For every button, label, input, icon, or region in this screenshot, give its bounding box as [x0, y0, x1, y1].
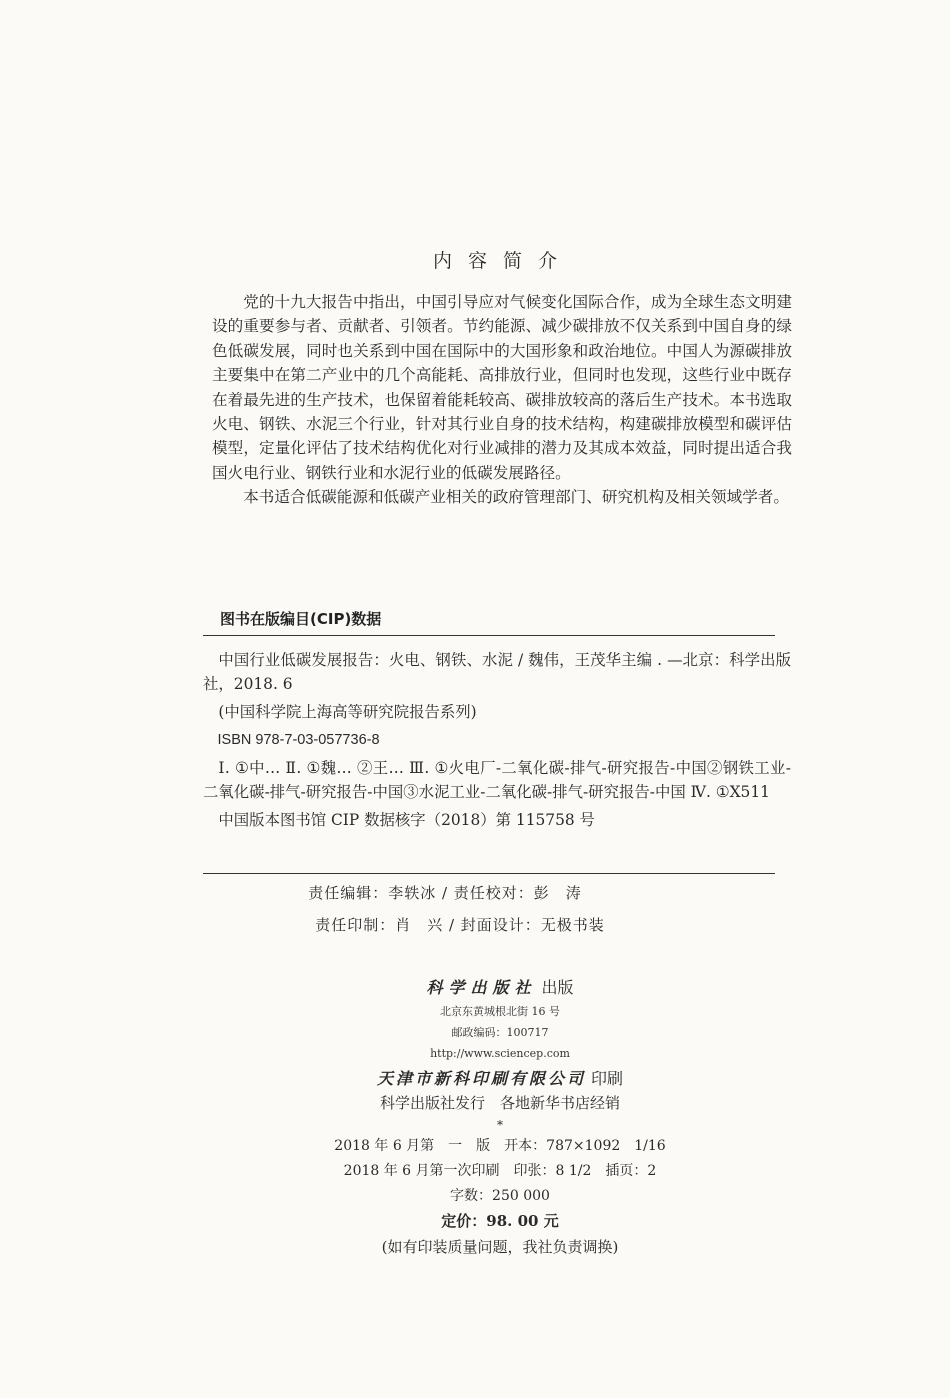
cip-entry-classification: Ⅰ. ①中… Ⅱ. ①魏… ②王… Ⅲ. ①火电厂-二氧化碳-排气-研究报告-中国②钢铁工业-二氧化碳-排气-研究报告-中国③水泥工业-二氧化碳-排气-研究报告-中国 Ⅳ. ①X511	[203, 759, 791, 801]
cip-bottom-rule	[203, 873, 775, 874]
edition-line: 2018 年 6 月第 一 版 开本：787×1092 1/16	[334, 1138, 666, 1154]
cip-entry-isbn: ISBN 978-7-03-057736-8	[217, 732, 380, 748]
summary-title: 内容简介	[432, 250, 573, 272]
printer-suffix: 印刷	[585, 1069, 624, 1088]
cip-entry-record-number: 中国版本图书馆 CIP 数据核字（2018）第 115758 号	[218, 811, 595, 829]
publisher-address: 北京东黄城根北街 16 号	[440, 1005, 560, 1018]
publisher-name: 科学出版社	[426, 978, 537, 997]
cip-top-rule	[203, 635, 775, 636]
summary-paragraph-1: 党的十九大报告中指出，中国引导应对气候变化国际合作，成为全球生态文明建设的重要参与者、贡献者、引领者。节约能源、减少碳排放不仅关系到中国自身的绿色低碳发展，同时也关系到中国在国际中的大国形象和政治地位。中国人为源碳排放主要集中在第二产业中的几个高能耗、高排放行业，但同时也发现，这些行业中既存在着最先进的生产技术，也保留着能耗较高、碳排放较高的落后生产技术。本书选取火电、钢铁、水泥三个行业，针对其行业自身的技术结构，构建碳排放模型和碳评估模型，定量化评估了技术结构优化对行业减排的潜力及其成本效益，同时提出适合我国火电行业、钢铁行业和水泥行业的低碳发展路径。	[212, 293, 792, 482]
publisher-url: http://www.sciencep.com	[430, 1047, 570, 1060]
publisher-line	[0, 975, 950, 1001]
quality-note: (如有印装质量问题，我社负责调换)	[381, 1238, 619, 1256]
publisher-suffix: 出版	[536, 978, 574, 997]
word-count: 字数：250 000	[450, 1188, 550, 1204]
cip-block	[203, 648, 791, 836]
cip-entry-title: 中国行业低碳发展报告：火电、钢铁、水泥 / 魏伟，王茂华主编 . —北京：科学出版社，2018. 6	[203, 651, 791, 693]
distribution-line: 科学出版社发行 各地新华书店经销	[379, 1094, 620, 1112]
summary-body	[212, 290, 792, 510]
publisher-postcode: 邮政编码：100717	[451, 1026, 549, 1039]
cip-heading: 图书在版编目(CIP)数据	[220, 610, 382, 628]
cip-entry-series: (中国科学院上海高等研究院报告系列)	[218, 703, 477, 721]
price: 定价：98. 00 元	[441, 1212, 559, 1230]
printer-name: 天津市新科印刷有限公司	[376, 1069, 586, 1088]
imprint-block	[0, 975, 950, 1260]
printer-line	[0, 1066, 950, 1092]
production-credits: 责任印制：肖 兴 / 封面设计：无极书装	[315, 916, 605, 934]
printing-line: 2018 年 6 月第一次印刷 印张：8 1/2 插页：2	[343, 1163, 657, 1179]
editor-credits: 责任编辑：李轶冰 / 责任校对：彭 涛	[308, 884, 582, 902]
summary-paragraph-2: 本书适合低碳能源和低碳产业相关的政府管理部门、研究机构及相关领域学者。	[243, 488, 789, 507]
separator-star: *	[497, 1118, 503, 1132]
